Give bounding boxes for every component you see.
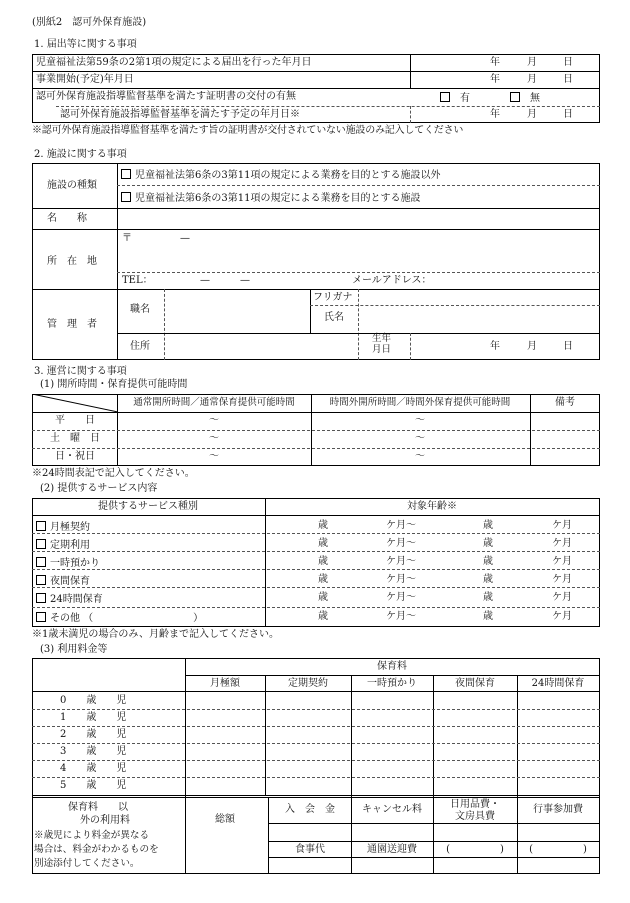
age-to-years-unit: 歳 — [483, 538, 493, 549]
hours-header-extended: 時間外開所時間／時間外保育提供可能時間 — [329, 397, 511, 408]
age-from-months-unit: ケ月〜 — [386, 538, 416, 549]
age-to-years-unit: 歳 — [483, 556, 493, 567]
tel-label: TEL： — [122, 275, 153, 286]
age-note: ※1歳未満児の場合のみ、月齢まで記入してください。 — [32, 629, 279, 640]
checkbox-icon[interactable] — [36, 539, 46, 549]
age-row-2: 2 歳 児 — [60, 729, 127, 740]
manager-label: 管 理 者 — [47, 319, 97, 330]
planned-date-label: 認可外保育施設指導監督基準を満たす予定の年月日※ — [60, 109, 300, 120]
event-fee-label: 行事参加費 — [533, 804, 583, 815]
holiday-extended-hours[interactable]: 〜 — [415, 451, 425, 462]
age-from-years-unit: 歳 — [318, 556, 328, 567]
document-title: (別紙2 認可外保育施設) — [32, 17, 147, 28]
checkbox-icon[interactable] — [36, 575, 46, 585]
service-label: 定期利用 — [50, 540, 90, 551]
age-from-years-unit: 歳 — [318, 574, 328, 585]
fees-subheading: (3) 利用料金等 — [40, 644, 108, 655]
tel-dash1: — — [200, 275, 210, 286]
age-to-months-unit: ケ月 — [552, 592, 572, 603]
facility-name-label: 名 称 — [47, 213, 87, 224]
age-from-months-unit: ケ月〜 — [386, 574, 416, 585]
day-weekday: 平 日 — [55, 415, 95, 426]
age-row-4: 4 歳 児 — [60, 763, 127, 774]
other-fee-label-line1: 保育料 以 — [68, 802, 128, 813]
cancel-fee-label: キャンセル料 — [362, 804, 422, 815]
hours-header-regular: 通常開所時間／通常保育提供可能時間 — [133, 397, 295, 408]
service-label: 月極契約 — [50, 522, 90, 533]
age-from-years-unit: 歳 — [318, 611, 328, 622]
section3-heading: 3. 運営に関する事項 — [34, 366, 127, 377]
age-to-years-unit: 歳 — [483, 592, 493, 603]
age-to-years-unit: 歳 — [483, 611, 493, 622]
age-from-years-unit: 歳 — [318, 538, 328, 549]
fee-col-regular: 定期契約 — [288, 678, 328, 689]
fee-col-temporary: 一時預かり — [367, 678, 417, 689]
manager-job-label: 職名 — [130, 304, 150, 315]
day-holiday: 日・祝日 — [55, 451, 95, 462]
facility-name-field[interactable] — [120, 212, 596, 226]
service-label: 夜間保育 — [50, 576, 90, 587]
service-checkbox[interactable] — [36, 539, 90, 551]
services-subheading: (2) 提供するサービス内容 — [40, 483, 158, 494]
age-to-years-unit: 歳 — [483, 574, 493, 585]
service-checkbox[interactable] — [36, 557, 100, 569]
custom-fee-1[interactable]: ( ) — [446, 844, 504, 855]
saturday-extended-hours[interactable]: 〜 — [415, 433, 425, 444]
age-to-months-unit: ケ月 — [552, 520, 572, 531]
day-saturday: 土 曜 日 — [50, 433, 100, 444]
hours-note: ※24時間表記で記入してください。 — [32, 468, 195, 479]
checkbox-icon[interactable] — [36, 521, 46, 531]
age-to-months-unit: ケ月 — [552, 574, 572, 585]
birthdate-label: 生年 月日 — [372, 333, 392, 355]
checkbox-icon[interactable] — [36, 593, 46, 603]
other-fee-note: ※歳児により料金が異なる 場合は、料金がわかるものを 別途添付してください。 — [34, 830, 159, 869]
service-label: 一時預かり — [50, 558, 100, 569]
age-from-months-unit: ケ月〜 — [386, 592, 416, 603]
hours-subheading: (1) 開所時間・保育提供可能時間 — [40, 379, 188, 390]
fee-col-night: 夜間保育 — [455, 678, 495, 689]
age-from-years-unit: 歳 — [318, 592, 328, 603]
age-to-months-unit: ケ月 — [552, 611, 572, 622]
checkbox-icon[interactable] — [36, 557, 46, 567]
age-row-1: 1 歳 児 — [60, 712, 127, 723]
total-label: 総額 — [215, 814, 235, 825]
address-label: 所 在 地 — [47, 256, 97, 267]
age-to-months-unit: ケ月 — [552, 538, 572, 549]
entry-fee-label: 入 会 金 — [285, 804, 335, 815]
age-row-0: 0 歳 児 — [60, 695, 127, 706]
holiday-regular-hours[interactable]: 〜 — [209, 451, 219, 462]
fee-col-24h: 24時間保育 — [531, 678, 585, 689]
fee-col-monthly: 月極額 — [210, 678, 240, 689]
service-checkbox[interactable] — [36, 575, 90, 587]
postal-code-field[interactable]: — — [180, 233, 190, 244]
manager-address-label: 住所 — [130, 341, 150, 352]
diagonal-line — [32, 394, 118, 412]
email-label: メールアドレス： — [352, 275, 432, 286]
service-label: その他 （ ） — [50, 613, 204, 624]
weekday-regular-hours[interactable]: 〜 — [209, 415, 219, 426]
certificate-no-checkbox[interactable]: 無 — [510, 92, 540, 104]
weekday-extended-hours[interactable]: 〜 — [415, 415, 425, 426]
age-to-years-unit: 歳 — [483, 520, 493, 531]
hours-header-remarks: 備考 — [555, 397, 575, 408]
age-row-3: 3 歳 児 — [60, 746, 127, 757]
tel-dash2: — — [240, 275, 250, 286]
section1-heading: 1. 届出等に関する事項 — [34, 39, 137, 50]
daily-goods-label: 日用品費・ 文房具費 — [450, 799, 500, 822]
other-fee-label-line2: 外の利用料 — [80, 815, 130, 826]
start-date-label: 事業開始(予定)年月日 — [36, 74, 134, 85]
section2-heading: 2. 施設に関する事項 — [34, 149, 127, 160]
age-row-5: 5 歳 児 — [60, 780, 127, 791]
service-type-header: 提供するサービス種別 — [98, 501, 198, 512]
certificate-yes-checkbox[interactable]: 有 — [440, 92, 470, 104]
bus-fee-label: 通園送迎費 — [367, 844, 417, 855]
custom-fee-2[interactable]: ( ) — [529, 844, 587, 855]
checkbox-icon[interactable] — [36, 612, 46, 622]
service-checkbox[interactable] — [36, 612, 203, 624]
facility-type-option2[interactable]: 児童福祉法第6条の3第11項の規定による業務を目的とする施設 — [121, 192, 420, 204]
postal-mark: 〒 — [122, 233, 132, 244]
age-from-months-unit: ケ月〜 — [386, 556, 416, 567]
certificate-label: 認可外保育施設指導監督基準を満たす証明書の交付の有無 — [36, 91, 296, 102]
filing-date-label: 児童福祉法第59条の2第1項の規定による届出を行った年月日 — [36, 57, 312, 68]
service-label: 24時間保育 — [50, 594, 103, 605]
fee-header: 保育料 — [377, 661, 407, 672]
age-from-years-unit: 歳 — [318, 520, 328, 531]
target-age-header: 対象年齢※ — [407, 501, 457, 512]
service-checkbox[interactable] — [36, 521, 90, 533]
service-checkbox[interactable] — [36, 593, 103, 605]
meal-fee-label: 食事代 — [295, 844, 325, 855]
section1-note: ※認可外保育施設指導監督基準を満たす旨の証明書が交付されていない施設のみ記入してください — [32, 125, 464, 136]
facility-type-option1[interactable]: 児童福祉法第6条の3第11項の規定による業務を目的とする施設以外 — [121, 169, 440, 181]
saturday-regular-hours[interactable]: 〜 — [209, 433, 219, 444]
age-from-months-unit: ケ月〜 — [386, 520, 416, 531]
furigana-label: フリガナ — [313, 292, 353, 303]
facility-type-label: 施設の種類 — [47, 180, 97, 191]
age-to-months-unit: ケ月 — [552, 556, 572, 567]
manager-name-label: 氏名 — [324, 312, 344, 323]
age-from-months-unit: ケ月〜 — [386, 611, 416, 622]
